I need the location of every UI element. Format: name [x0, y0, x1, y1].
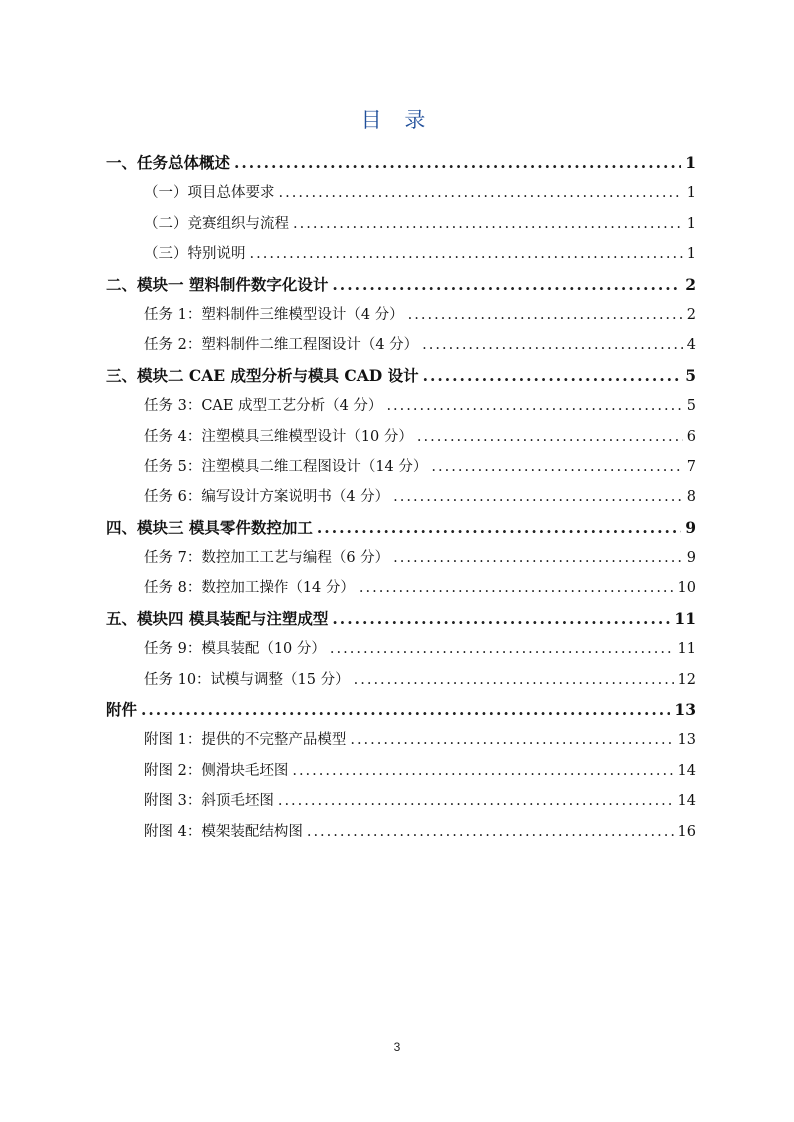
toc-entry-label: （三）特别说明 — [144, 246, 246, 263]
toc-entry-label: 任务 4：注塑模具三维模型设计（10 分） — [144, 428, 413, 445]
toc-entry-page: 9 — [686, 550, 696, 567]
toc-leader-dots — [431, 452, 682, 482]
toc-leader-dots — [141, 695, 670, 725]
toc-entry-label: 附件 — [106, 700, 138, 720]
toc-entry[interactable] — [106, 817, 696, 847]
toc-entry[interactable] — [106, 300, 696, 330]
toc-entry[interactable] — [106, 330, 696, 360]
toc-entry-page: 10 — [677, 580, 696, 597]
toc-leader-dots — [350, 725, 673, 755]
toc-entry-page: 2 — [686, 306, 696, 323]
toc-entry-page: 5 — [686, 398, 696, 415]
toc-leader-dots — [393, 482, 683, 512]
toc-leader-dots — [417, 422, 683, 452]
toc-entry[interactable] — [106, 604, 696, 634]
toc-entry[interactable] — [106, 239, 696, 269]
toc-entry-page: 14 — [677, 793, 696, 810]
toc-entry[interactable] — [106, 452, 696, 482]
toc-entry-label: 三、模块二 CAE 成型分析与模具 CAD 设计 — [106, 365, 419, 385]
toc-entry-label: 任务 10：试模与调整（15 分） — [144, 671, 350, 688]
toc-leader-dots — [393, 543, 683, 573]
toc-leader-dots — [332, 604, 670, 634]
toc-entry[interactable] — [106, 573, 696, 603]
toc-entry-page: 6 — [686, 428, 696, 445]
toc-leader-dots — [278, 786, 674, 816]
toc-leader-dots — [359, 573, 674, 603]
toc-leader-dots — [354, 665, 674, 695]
toc-leader-dots — [279, 178, 683, 208]
toc-entry-page: 2 — [685, 274, 696, 294]
table-of-contents — [106, 148, 696, 847]
toc-entry-label: 附图 1：提供的不完整产品模型 — [144, 732, 347, 749]
toc-entry-page: 13 — [677, 732, 696, 749]
toc-entry[interactable] — [106, 148, 696, 178]
toc-entry-label: 任务 9：模具装配（10 分） — [144, 641, 326, 658]
toc-leader-dots — [317, 513, 681, 543]
toc-entry[interactable] — [106, 786, 696, 816]
toc-entry[interactable] — [106, 270, 696, 300]
toc-entry-page: 8 — [686, 489, 696, 506]
toc-entry[interactable] — [106, 725, 696, 755]
toc-entry-label: 附图 3：斜顶毛坯图 — [144, 793, 274, 810]
toc-entry-page: 9 — [685, 517, 696, 537]
toc-entry-page: 4 — [686, 337, 696, 354]
toc-entry-label: 一、任务总体概述 — [106, 153, 231, 172]
toc-entry-page: 11 — [677, 641, 696, 658]
toc-entry-page: 7 — [686, 458, 696, 475]
toc-entry-label: 二、模块一 塑料制件数字化设计 — [106, 274, 329, 294]
toc-entry[interactable] — [106, 634, 696, 664]
toc-leader-dots — [332, 270, 681, 300]
toc-entry-page: 12 — [677, 671, 696, 688]
toc-entry-label: 任务 1：塑料制件三维模型设计（4 分） — [144, 306, 404, 323]
toc-entry-label: （一）项目总体要求 — [144, 185, 275, 202]
toc-entry[interactable] — [106, 695, 696, 725]
toc-entry[interactable] — [106, 665, 696, 695]
toc-entry-page: 11 — [674, 608, 696, 628]
toc-entry-page: 1 — [685, 153, 696, 172]
toc-title: 目 录 — [360, 108, 434, 132]
toc-entry[interactable] — [106, 482, 696, 512]
toc-entry[interactable] — [106, 209, 696, 239]
toc-entry-page: 14 — [677, 762, 696, 779]
toc-entry-label: 附图 4：模架装配结构图 — [144, 823, 303, 840]
toc-entry-page: 13 — [674, 700, 696, 720]
toc-entry[interactable] — [106, 178, 696, 208]
toc-entry-page: 1 — [686, 215, 696, 232]
toc-entry-label: （二）竞赛组织与流程 — [144, 215, 289, 232]
toc-entry-page: 1 — [686, 185, 696, 202]
toc-entry-page: 16 — [677, 823, 696, 840]
toc-entry-label: 五、模块四 模具装配与注塑成型 — [106, 608, 329, 628]
toc-entry-label: 附图 2：侧滑块毛坯图 — [144, 762, 289, 779]
toc-entry[interactable] — [106, 422, 696, 452]
toc-leader-dots — [330, 634, 674, 664]
toc-entry-page: 1 — [686, 246, 696, 263]
toc-leader-dots — [422, 330, 683, 360]
toc-entry-label: 任务 3：CAE 成型工艺分析（4 分） — [144, 398, 383, 415]
toc-entry[interactable] — [106, 513, 696, 543]
toc-entry-label: 任务 8：数控加工操作（14 分） — [144, 580, 355, 597]
toc-leader-dots — [423, 361, 682, 391]
toc-leader-dots — [386, 391, 682, 421]
toc-entry-label: 任务 2：塑料制件二维工程图设计（4 分） — [144, 337, 419, 354]
toc-leader-dots — [234, 148, 681, 178]
toc-entry[interactable] — [106, 361, 696, 391]
toc-entry-label: 任务 5：注塑模具二维工程图设计（14 分） — [144, 458, 428, 475]
toc-leader-dots — [307, 817, 674, 847]
toc-leader-dots — [250, 239, 683, 269]
toc-leader-dots — [293, 209, 683, 239]
page-number: 3 — [393, 1040, 401, 1054]
toc-entry[interactable] — [106, 391, 696, 421]
toc-entry-page: 5 — [685, 365, 696, 385]
toc-entry[interactable] — [106, 543, 696, 573]
toc-entry-label: 任务 6：编写设计方案说明书（4 分） — [144, 489, 390, 506]
toc-leader-dots — [292, 756, 673, 786]
toc-entry[interactable] — [106, 756, 696, 786]
toc-leader-dots — [408, 300, 683, 330]
toc-entry-label: 四、模块三 模具零件数控加工 — [106, 517, 313, 537]
toc-entry-label: 任务 7：数控加工工艺与编程（6 分） — [144, 550, 390, 567]
